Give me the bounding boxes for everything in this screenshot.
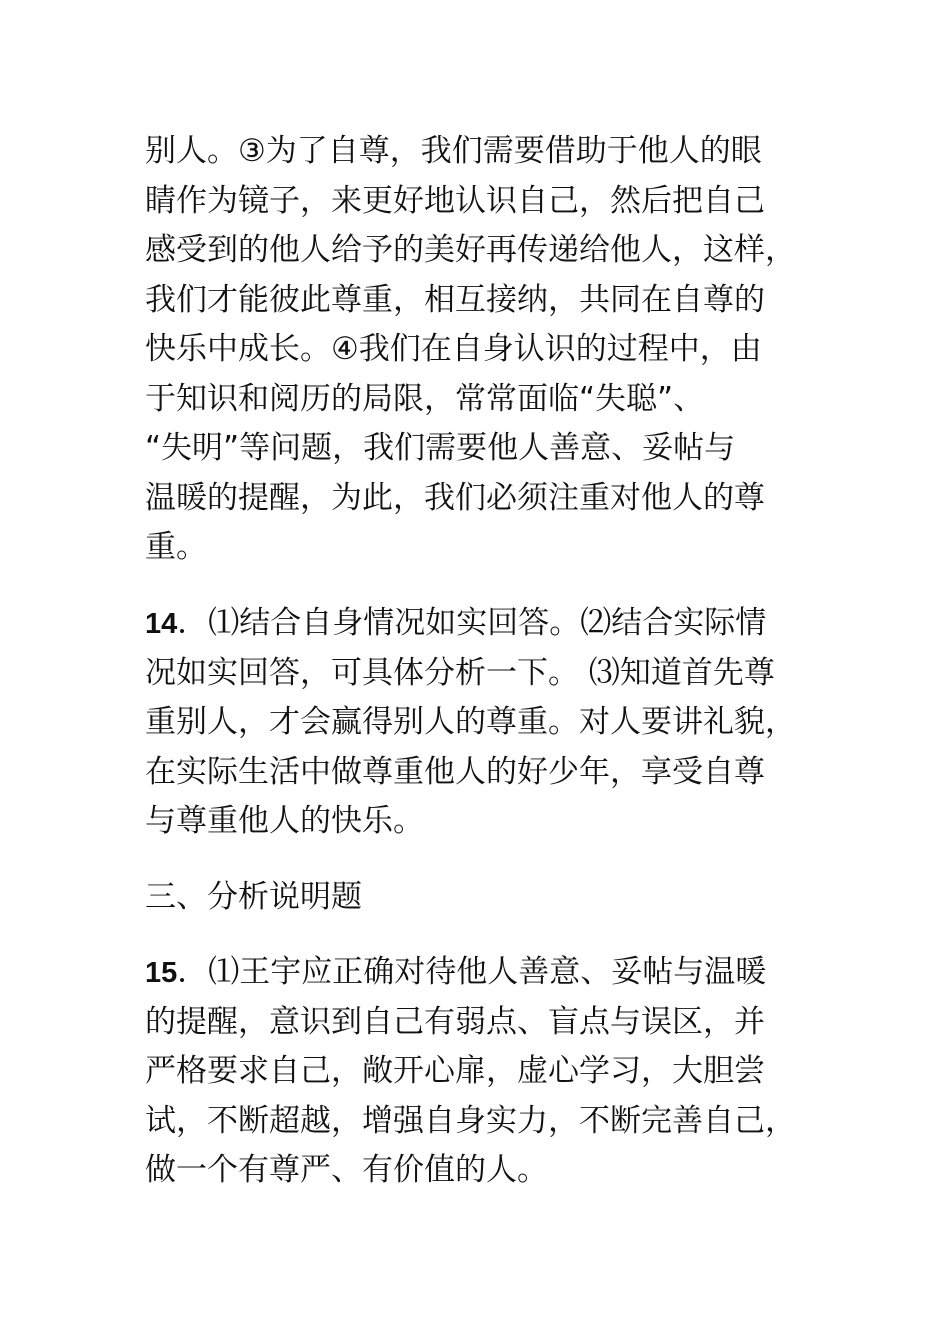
answer-line: 严格要求自己，敞开心扉，虚心学习，大胆尝: [145, 1053, 765, 1089]
paragraph-line: “失明”等问题，我们需要他人善意、妥帖与: [145, 430, 736, 466]
paragraph-line: 于知识和阅历的局限，常常面临“失聪”、: [145, 380, 705, 417]
answer-15: [145, 948, 825, 1196]
answer-line: 在实际生活中做尊重他人的好少年，享受自尊: [145, 753, 765, 790]
answer-line: 的提醒，意识到自己有弱点、盲点与误区，并: [145, 1003, 765, 1040]
question-number: 14: [145, 608, 178, 640]
paragraph-line: 快乐中成长。④我们在自身认识的过程中，由: [145, 331, 762, 367]
paragraph-line: 睛作为镜子，来更好地认识自己，然后把自己: [145, 182, 765, 219]
answer-line: 况如实回答，可具体分析一下。 ⑶知道首先尊: [145, 654, 775, 691]
paragraph-line: 我们才能彼此尊重，相互接纳，共同在自尊的: [145, 281, 765, 318]
answer-line: 试，不断超越，增强自身实力，不断完善自己，: [145, 1102, 796, 1139]
answer-text: ．⑴结合自身情况如实回答。⑵结合实际情: [177, 605, 767, 641]
paragraph-line: 感受到的他人给予的美好再传递给他人，这样，: [145, 232, 796, 268]
answer-line: [145, 948, 825, 998]
section-heading-block: [145, 873, 825, 923]
paragraph-line: 重。: [145, 529, 207, 565]
answer-line: 重别人，才会赢得别人的尊重。对人要讲礼貌，: [145, 704, 796, 740]
paragraph-line: 别人。③为了自尊，我们需要借助于他人的眼: [145, 133, 762, 169]
question-number: 15: [145, 957, 178, 989]
paragraph-1: [145, 127, 825, 573]
answer-text: ．⑴王宇应正确对待他人善意、妥帖与温暖: [177, 954, 767, 990]
answer-line: 与尊重他人的快乐。: [145, 803, 424, 839]
answer-14: [145, 599, 825, 847]
answer-line: 做一个有尊严、有价值的人。: [145, 1152, 548, 1188]
section-heading: 三、分析说明题: [145, 879, 362, 915]
answer-line: [145, 599, 825, 649]
paragraph-line: 温暖的提醒，为此，我们必须注重对他人的尊: [145, 479, 765, 516]
